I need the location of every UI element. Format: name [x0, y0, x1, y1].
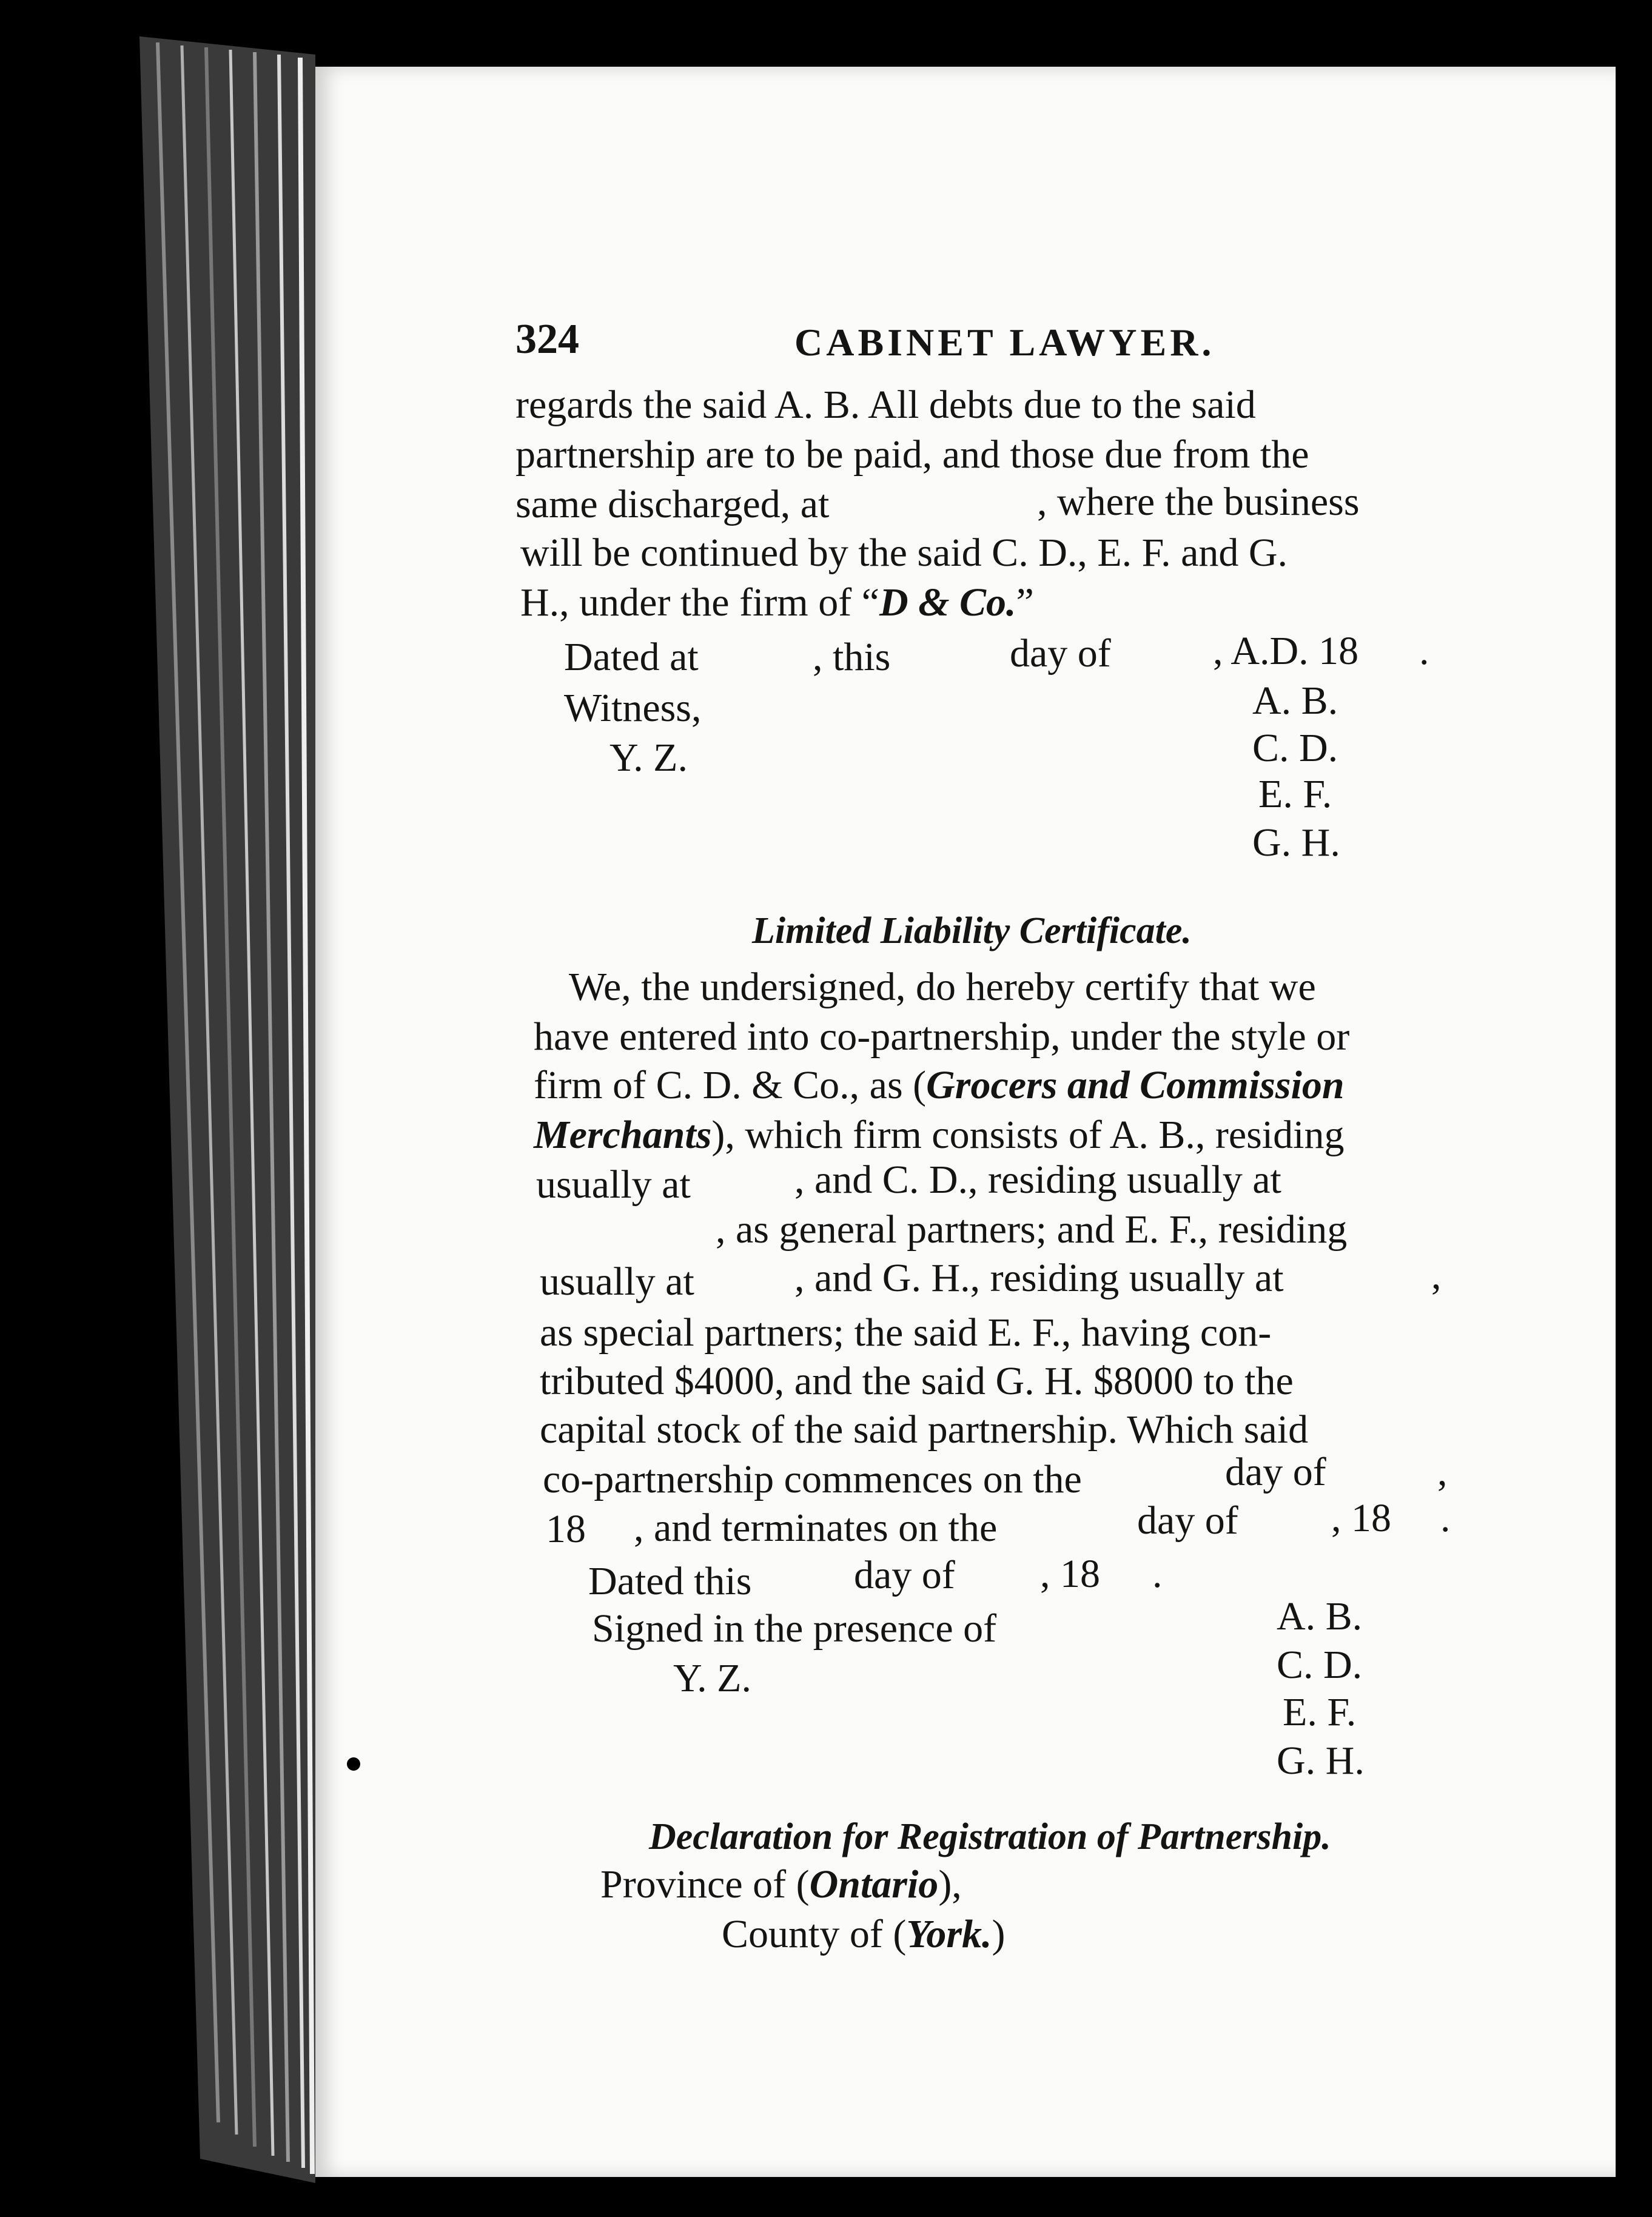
text-line: , as general partners; and E. F., residing	[716, 1207, 1348, 1252]
text-line: .	[1440, 1496, 1451, 1540]
dated-this-label: Dated this	[588, 1559, 752, 1603]
page-number: 324	[515, 316, 579, 363]
signatory: A. B.	[1252, 679, 1338, 723]
province-label: Province of (	[600, 1862, 810, 1907]
firm-suffix: ”	[1016, 580, 1034, 625]
text-line: , where the business	[1037, 480, 1360, 524]
text-line: , and C. D., residing usually at	[794, 1158, 1281, 1202]
firm-prefix: H., under the firm of “	[520, 580, 879, 625]
day-of-label: day of	[854, 1553, 955, 1597]
period: .	[1419, 629, 1429, 673]
text-line: , and G. H., residing usually at	[794, 1256, 1284, 1300]
period: .	[1152, 1552, 1163, 1596]
signed-label: Signed in the presence of	[592, 1606, 997, 1651]
text-line: , and terminates on the	[634, 1506, 998, 1550]
dated-at-label: Dated at	[564, 635, 699, 679]
text-line: day of	[1225, 1450, 1326, 1494]
signatory: G. H.	[1277, 1739, 1365, 1783]
province-value: Ontario	[809, 1862, 939, 1907]
text-line: usually at	[540, 1259, 694, 1304]
text-line: will be continued by the said C. D., E. F. and G.	[520, 531, 1288, 575]
county-close: )	[992, 1912, 1006, 1956]
text-line: regards the said A. B. All debts due to the said	[515, 383, 1256, 427]
ad-text: , A.D. 18	[1213, 629, 1359, 673]
text-line	[534, 1112, 1344, 1158]
text-span: firm of C. D. & Co., as (	[534, 1063, 927, 1107]
year-label: , 18	[1040, 1552, 1100, 1596]
province-close: ),	[938, 1862, 962, 1907]
text-line	[534, 1062, 1345, 1108]
text-line: capital stock of the said partnership. Which said	[540, 1407, 1309, 1452]
signatory: E. F.	[1258, 772, 1332, 816]
witness-name: Y. Z.	[609, 736, 688, 780]
text-line: usually at	[536, 1162, 691, 1207]
day-of-label: day of	[1010, 631, 1111, 676]
text-line: ,	[1431, 1253, 1442, 1298]
signatory: C. D.	[1277, 1643, 1363, 1687]
text-line: have entered into co-partnership, under the style or	[534, 1015, 1350, 1059]
stray-mark	[347, 1757, 360, 1771]
text-line: partnership are to be paid, and those due from the	[515, 432, 1309, 477]
text-line: as special partners; the said E. F., having con-	[540, 1310, 1272, 1355]
section-heading: Declaration for Registration of Partnership.	[649, 1816, 1331, 1857]
text-line: same discharged, at	[515, 482, 830, 526]
text-line: day of	[1137, 1498, 1238, 1543]
signatory: E. F.	[1283, 1690, 1357, 1734]
text-line: ,	[1437, 1450, 1448, 1494]
witness-name: Y. Z.	[673, 1656, 751, 1700]
county-label: County of (	[722, 1912, 907, 1956]
business-type: Grocers and Commission	[926, 1063, 1345, 1107]
text-line: co-partnership commences on the	[543, 1457, 1082, 1501]
text-line	[520, 580, 1034, 626]
section-heading: Limited Liability Certificate.	[752, 910, 1192, 951]
text-span: ), which firm consists of A. B., residing	[711, 1113, 1345, 1157]
text-line: 18	[546, 1507, 586, 1551]
witness-label: Witness,	[564, 686, 702, 730]
text-line: , 18	[1331, 1496, 1391, 1540]
county-line	[722, 1911, 1006, 1957]
text-line: tributed $4000, and the said G. H. $8000 to the	[540, 1359, 1294, 1403]
this-label: , this	[813, 635, 891, 679]
ad-label	[1213, 628, 1358, 674]
signatory: C. D.	[1252, 726, 1338, 770]
right-margin-shadow	[1616, 0, 1652, 2217]
business-type-cont: Merchants	[534, 1113, 712, 1157]
firm-name: D & Co.	[879, 580, 1016, 625]
province-line	[600, 1862, 962, 1908]
signatory: G. H.	[1252, 820, 1340, 865]
county-value: York.	[906, 1912, 992, 1956]
running-title: CABINET LAWYER.	[794, 321, 1215, 364]
signatory: A. B.	[1277, 1594, 1363, 1638]
text-line: We, the undersigned, do hereby certify that we	[569, 965, 1316, 1009]
